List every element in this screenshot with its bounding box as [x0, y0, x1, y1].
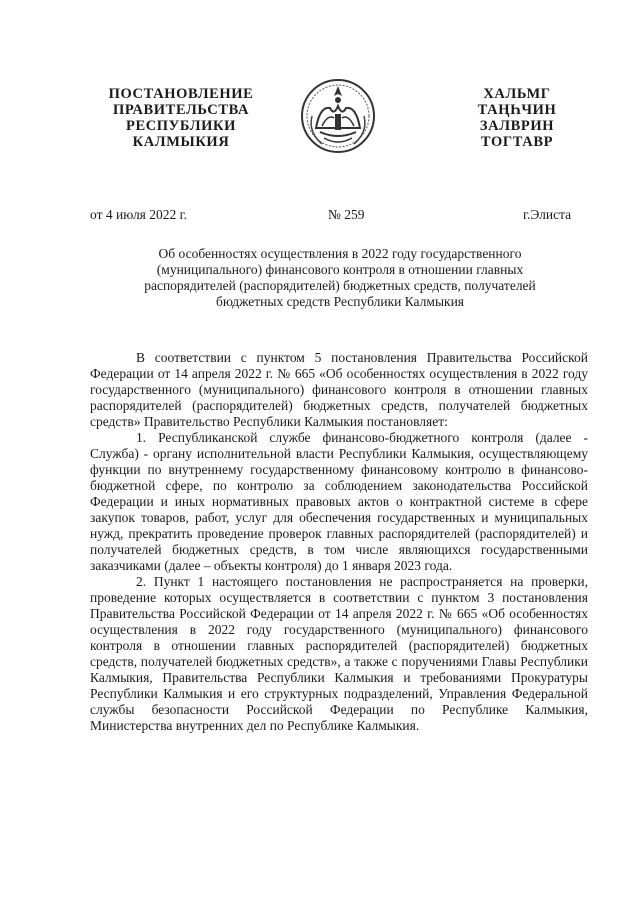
header-left-line: РЕСПУБЛИКИ — [125, 118, 237, 134]
header-right-line: ЗАЛВРИН — [479, 118, 555, 134]
document-body — [90, 350, 588, 734]
title-line: распорядителей (распорядителей) бюджетных средств, получателей — [144, 278, 536, 293]
header-right-line: ТАҢҺЧИН — [477, 102, 557, 118]
body-paragraph-1: 1. Республиканской службе финансово-бюджетного контроля (далее - Служба) - органу исполнительной власти Республики Калмыкия, осуществляющему функции по внутреннему государственному финансовому контролю в финансово-бюджетной сфере, по контролю за соблюдением законодательства Российской Федерации и иных нормативных правовых актов о контрактной системе в сфере закупок товаров, работ, услуг для обеспечения государственных и муниципальных нужд, прекратить проведение проверок главных распорядителей (распорядителей) и получателей бюджетных средств, в том числе являющихся государственными заказчиками (далее – объекты контроля) до 1 января 2023 года. — [90, 430, 588, 573]
coat-of-arms-icon — [298, 76, 378, 158]
header-kalmyk-title — [452, 86, 582, 150]
body-paragraph-preamble: В соответствии с пунктом 5 постановления Правительства Российской Федерации от 14 апреля 2022 г. № 665 «Об особенностях осуществления в 2022 году государственного (муниципального) финансового контроля в отношении главных распорядителей (распорядителей) бюджетных средств, получателей бюджетных средств» Правительство Республики Калмыкия постановляет: — [90, 350, 588, 429]
header-right-line: ТОГТАВР — [480, 134, 554, 150]
body-paragraph-2: 2. Пункт 1 настоящего постановления не распространяется на проверки, проведение которых осуществляется в соответствии с пунктом 3 постановления Правительства Российской Федерации от 14 апреля 2022 г. № 665 «Об особенностях осуществления в 2022 году государственного (муниципального) финансового контроля в отношении главных распорядителей (распорядителей) бюджетных средств, получателей бюджетных средств», а также с поручениями Главы Республики Калмыкия, Правительства Республики Калмыкия и требованиями Прокуратуры Республики Калмыкия и его структурных подразделений, Управления Федеральной службы безопасности Российской Федерации по Республике Калмыкия, Министерства внутренних дел по Республике Калмыкия. — [90, 574, 588, 733]
document-city: г.Элиста — [523, 207, 572, 222]
header-left-line: ПРАВИТЕЛЬСТВА — [112, 102, 250, 118]
header-left-line: ПОСТАНОВЛЕНИЕ — [108, 86, 254, 102]
title-line: (муниципального) финансового контроля в отношении главных — [156, 262, 524, 277]
header-left-line: КАЛМЫКИЯ — [132, 134, 230, 150]
document-number: № 259 — [328, 207, 365, 222]
document-title — [100, 246, 580, 310]
title-line: Об особенностях осуществления в 2022 году государственного — [158, 246, 522, 261]
header-right-line: ХАЛЬМГ — [483, 86, 551, 102]
title-line: бюджетных средств Республики Калмыкия — [215, 294, 465, 309]
header-russian-title — [96, 86, 266, 150]
document-date: от 4 июля 2022 г. — [90, 207, 188, 222]
